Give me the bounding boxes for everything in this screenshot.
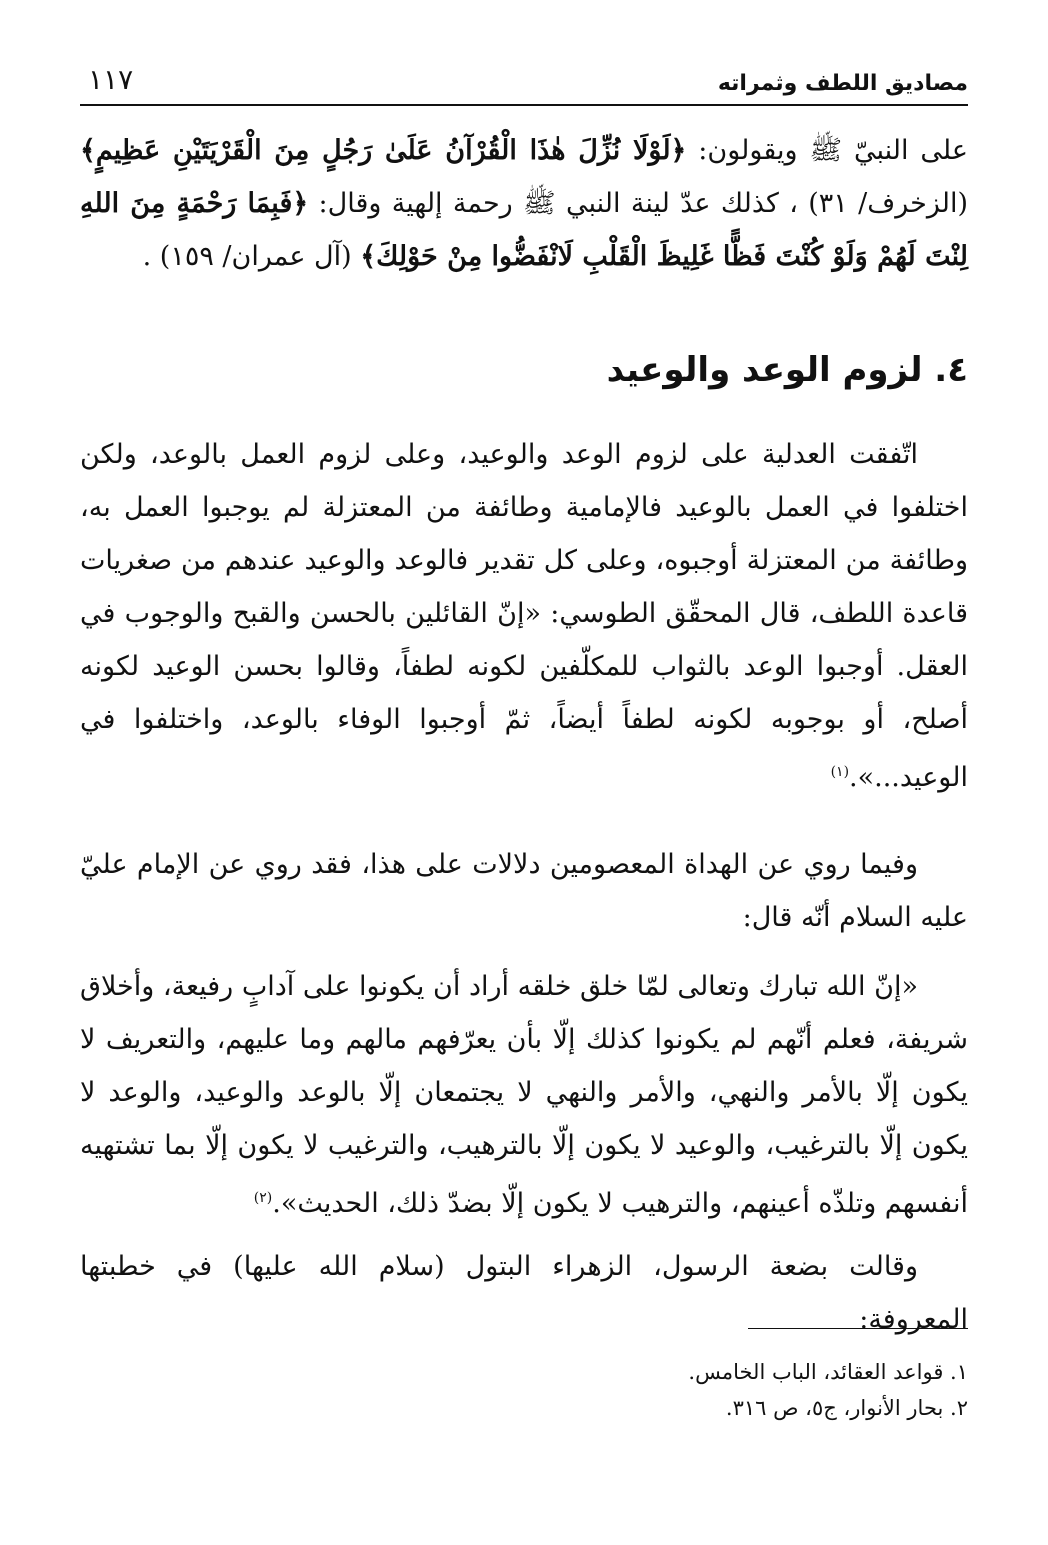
header-divider: [80, 104, 968, 106]
body-text: (آل عمران/ ١٥٩) .: [142, 241, 361, 272]
paragraph: [80, 1240, 968, 1346]
paragraph-text: وقالت بضعة الرسول، الزهراء البتول (سلام الله عليها) في خطبتها المعروفة:: [80, 1251, 968, 1335]
footnotes: [80, 1354, 968, 1426]
paragraph: [80, 838, 968, 944]
footnote: ١. قواعد العقائد، الباب الخامس.: [688, 1360, 968, 1384]
footnote-reference: (١): [830, 764, 850, 780]
body-text: (الزخرف/ ٣١) ، كذلك عدّ لينة النبي ﷺ رحمة إلهية وقال:: [308, 188, 968, 219]
section-heading: ٤. لزوم الوعد والوعيد: [606, 350, 968, 390]
running-title: مصاديق اللطف وثمراته: [717, 71, 968, 96]
page-number: ١١٧: [88, 63, 134, 96]
paragraph: [80, 428, 968, 804]
paragraph-text: «إنّ الله تبارك وتعالى لمّا خلق خلقه أراد أن يكونوا على آدابٍ رفيعة، وأخلاق شريفة، فعلم أنّهم لم يكونوا كذلك إلّا بأن يعرّفهم مالهم وما عليهم، والتعريف لا يكون إلّا بالأمر والنهي، والأمر والنهي لا يجتمعان إلّا بالوعد والوعيد، والوعد لا يكون إلّا بالترغيب، والوعيد لا يكون إلّا بالترهيب، والترغيب لا يكون إلّا بما تشتهيه أنفسهم وتلذّه أعينهم، والترهيب لا يكون إلّا بضدّ ذلك، الحديث».: [80, 971, 968, 1219]
body-text: على النبيّ ﷺ ويقولون:: [686, 135, 968, 166]
continued-paragraph: [80, 124, 968, 283]
footnote-divider: [748, 1328, 968, 1329]
quotation-paragraph: [80, 960, 968, 1230]
footnote-reference: (٢): [253, 1190, 273, 1206]
paragraph-text: اتّفقت العدلية على لزوم الوعد والوعيد، وعلى لزوم العمل بالوعد، ولكن اختلفوا في العمل بالوعيد فالإمامية وطائفة من المعتزلة لم يوجبوا العمل به، وطائفة من المعتزلة أوجبوه، وعلى كل تقدير فالوعد والوعيد عندهم من صغريات قاعدة اللطف، قال المحقّق الطوسي: «إنّ القائلين بالحسن والقبح والوجوب في العقل. أوجبوا الوعد بالثواب للمكلّفين لكونه لطفاً، وقالوا بحسن الوعيد لكونه أصلح، أو بوجوبه لكونه لطفاً أيضاً، ثمّ أوجبوا الوفاء بالوعد، واختلفوا في الوعيد...».: [80, 439, 968, 793]
paragraph-text: وفيما روي عن الهداة المعصومين دلالات على هذا، فقد روي عن الإمام عليّ عليه السلام أنّه قال:: [80, 849, 968, 933]
footnote: ٢. بحار الأنوار، ج٥، ص ٣١٦.: [725, 1396, 968, 1420]
quran-verse: ﴿فَبِمَا رَحْمَةٍ مِنَ اللهِ لِنْتَ لَهُمْ وَلَوْ كُنْتَ فَظًّا غَلِيظَ الْقَلْبِ لَانْفَضُّوا مِنْ حَوْلِكَ﴾: [80, 188, 968, 272]
quran-verse: ﴿لَوْلَا نُزِّلَ هٰذَا الْقُرْآنُ عَلَىٰ رَجُلٍ مِنَ الْقَرْيَتَيْنِ عَظِيمٍ﴾: [80, 135, 687, 166]
page-header: [88, 56, 968, 96]
